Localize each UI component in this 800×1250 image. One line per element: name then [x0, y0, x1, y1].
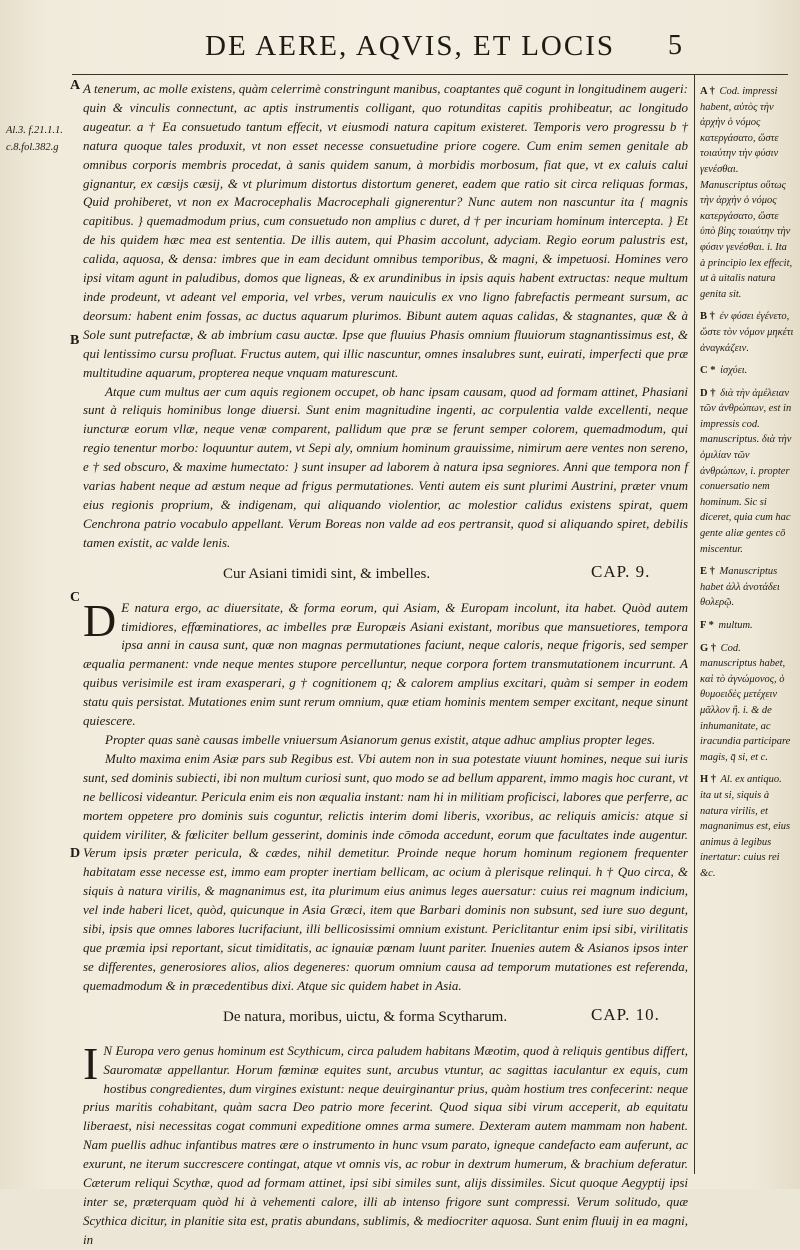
margin-note: E † Manuscriptus habet ἀλλ ἀνοτάδει θολερῷ. — [700, 566, 780, 609]
margin-note: B † ἐν φύσει ἐγένετο, ὥστε τὸν νόμον μηκέτι ἀναγκάζειν. — [700, 311, 794, 354]
margin-note: H † Al. ex antiquo. ita ut si, siquis à natura virilis, et magnanimus est, eius animus à legibus inertatur: cuius rei &c. — [700, 774, 791, 879]
chapter-title: Cur Asiani timidi sint, & imbelles. — [223, 565, 431, 582]
drop-cap: I — [83, 1037, 99, 1089]
paragraph — [83, 594, 688, 731]
chapter-heading — [83, 561, 688, 585]
margin-notes — [700, 84, 794, 889]
column-rule — [694, 74, 695, 1174]
section-marker-b: B — [70, 333, 80, 348]
section-marker-a: A — [70, 78, 81, 93]
chapter-number: CAP. 10. — [591, 1004, 660, 1024]
section-marker-d: D — [70, 846, 81, 861]
left-margin-reference: Al.3. f.21.1.1. c.8.fol.382.g — [6, 125, 63, 153]
paragraph: Propter quas sanè causas imbelle vniuersum Asianorum genus existit, atque adhuc amplius propter leges. — [105, 732, 656, 747]
main-text-column — [83, 80, 688, 1250]
chapter-number: CAP. 9. — [591, 561, 651, 581]
margin-note: A † Cod. impressi habent, αὐτὸς τὴν ἀρχὴν ὁ νόμος κατεργάσατο, ὥστε τοιαύτην τὴν φύσιν γενέσθαι. Manuscriptus οὕτως τὴν ἀρχὴν ὁ νόμος κατεργάσατο, ὥστε ὑπὸ βίης τοιαύτην τὴν φύσιν γενέσθαι. i. Ita à principio lex effecit, ut à uitalis natura genita sit. — [700, 86, 793, 300]
margin-note: D † διὰ τὴν ἀμέλειαν τῶν ἀνθρώπων, est in impressis cod. manuscriptus. διὰ τὴν ὁμιλίαν τῶν ἀνθρώπων, i. propter conuersatio nem hominum. Sic si diceret, quia cum hac gente aliæ gentes cō miscentur. — [700, 387, 792, 555]
paragraph — [83, 1037, 688, 1250]
page-title: DE AERE, AQVIS, ET LOCIS — [205, 30, 615, 62]
paragraph-text: N Europa vero genus hominum est Scythicum, circa paludem habitans Mæotim, quod à reliquis gentibus differt, Sauromatæ appellantur. Horum fœminæ equites sunt, arcubus vtuntur, ac sagittas iaculantur ex equis, cum hostibus congredientes, dum virgines existunt: neque deuirginantur prius, quàm hostium tres confecerint: neque prius maritis cohabitant, quàm sacra Deo patrio more fecerint. Quod siqua sibi virum acceperit, ab equitatu liberaest, nisi necessitas cogat communi expeditione omnes arma sumere. Dexteram autem mammam non habent. Nam puellis adhuc infantibus matres ære o instrumento in hunc vsum parato, igneque candefacto eam auferunt, ac exurunt, ne iterum succrescere contingat, atque vt omnis vis, ac robur in dextrum humerum, & brachium deferatur. Cæterum reliqui Scythæ, quod ad formam attinet, ipsi sibi similes sunt, alijs dissimiles. Sicut quoque Aegyptij ipsi inter se, præterquam quòd hi à vehementi calore, illi ab intenso frigore sunt compressi. Verum solitudo, quæ Scythica dicitur, in planitie sita est, pratis abundans, sublimis, & mediocriter aquosa. Sunt enim fluuij in ea magni, in — [83, 1042, 688, 1247]
drop-cap: D — [83, 594, 117, 646]
margin-note: C * ἰσχύει. — [700, 365, 748, 377]
margin-note: F * multum. — [700, 620, 753, 631]
paragraph: Atque cum multus aer cum aquis regionem occupet, ob hanc ipsam causam, quod ad formam attinet, Phasiani sunt à reliquis hominibus longe diuersi. Sunt enim magnitudine ingenti, ac corpulentia valde excellenti, neque iuncturæ eorum vllæ, neque venæ comparent, pallidum que præ se ferunt semper colorem, quemadmodum, qui regio tenentur morbo: loquuntur autem, vt Sepi aly, omnium hominum grauissime, nimirum aere ventes non sereno, e † sed obscuro, & maxime humectato: } sunt insuper ad laborem à natura ipsa segniores. Anni que tempora non f varias habent neque ad æstum neque ad frigus permutationes. Venti autem eis sunt plurimi Austrini, præter vnum eius regionis proprium, & indigenam, qui aliquando violentior, ac molestior calidus existens spirat, quem Cenchrona patrio vocabulo appellant. Verum Boreas non valde ad eos pertransit, quod si aliquando spiret, debilis tamen existit, ac valde lenis. — [83, 383, 688, 550]
section-marker-c: C — [70, 590, 81, 605]
header-rule — [72, 74, 788, 75]
running-head — [150, 30, 670, 70]
chapter-title: De natura, moribus, uictu, & forma Scytharum. — [223, 1008, 508, 1025]
chapter-heading — [83, 1004, 688, 1028]
page-number: 5 — [668, 30, 682, 61]
paragraph: A tenerum, ac molle existens, quàm celerrimè constringunt manibus, coaptantes quē cogunt in longitudinem augeri: quin & vinculis connectunt, ac aptis instrumentis colligant, quo rotunditas capitis prohibeatur, ac longitudo augeatur. a † Ea consuetudo tantum effecit, vt eiusmodi natura capitum existeret. Temporis vero progressu b † natura quoque tales produxit, vt non esset necesse consuetudine priore cogere. Cum enim semen genitale ab omnibus corporis membris procedat, à sanis quidem sanum, à morbidis morbosum, fiat que, vt ex caluis calui gignantur, ex cæsijs cæsij, & vt plurimum distortus distortum generet, eadem que ratio sit circa reliquas formas, Quid prohiberet, vt non ex Macrocephalis Macrocephali gignerentur? Nunc autem non nascuntur ita { magnis capitibus. } quemadmodum prius, cum consuetudo non amplius c duret, d † per incuriam hominum intercepta. } Et de his quidem hæc mea est sententia. De illis autem, qui Phasim accolunt, adyciam. Regio eorum palustris est, calida, aquosa, & densa: imbres que in eam decidunt omnibus temporibus, & magni, & impetuosi. Homines vero ipsi vitam agunt in paludibus, domos que ligneas, & ex arundinibus in ipsis aquis habent extructas: neque multum inde prodeunt, vt adeant vel emporia, vel vrbes, verum nauiculis ex vno ligno fabrefactis permeant sursum, ac deorsum: habent enim fossas, ac ductus aquarum plurimos. Bibunt autem aquas calidas, & stagnantes, quæ & à Sole sunt putrefactæ, & ab imbrium casu auctæ. Ipse que fluuius Phasis omnium fluuiorum stagnantissimus est, & qui lentissimo cursu profluat. Fructus autem, qui illic nascuntur, omnes insalubres sunt, euirati, imperfecti que præ multitudine aquarum, propterea neque vnquam maturescunt. — [83, 81, 688, 380]
paragraph-text: E natura ergo, ac diuersitate, & forma eorum, qui Asiam, & Europam incolunt, ita habet. Quòd autem timidiores, effœminatiores, ac imbelles præ Europæis Asiani existant, moribus que mansuetiores, tempora ipsa anni in causa sunt, quæ non magnas permutationes faciunt, neque caloris, neque frigoris, sed semper æqualia permanent: vnde neque mentes stupore percelluntur, neque corpora fortem transmutationem incurrunt. A quibus verisimile est iram exasperari, g † cognitionem q; & calorem amplius excitari, quàm si semper in eodem statu quis persistat. Mutationes enim sunt rerum omnium, quæ etiam hominis mentem semper excitant, neque sinunt quiescere. — [83, 599, 688, 729]
margin-note: G † Cod. manuscriptus habet, καὶ τὸ ἀγνώμονος, ὁ θυμοειδὲς μετέχειν μᾶλλον ἢ. i. & de inhumanitate, ac iracundia participare magis, q̄ si, et c. — [700, 642, 791, 763]
paragraph: Multo maxima enim Asiæ pars sub Regibus est. Vbi autem non in sua potestate viuunt homines, neque sui iuris sunt, sed dominis subiecti, ibi non multum curiosi sunt, quo modo se ad bellum apparent, immo magis hoc curant, vt ne bellicosi videantur. Pericula enim eis non æqualia instant: nam hi in militiam proficisci, labores que perferre, ac mortem oppetere pro dominis suis coguntur, relictis interim domi liberis, vxoribus, ac reliquis amicis: atque si quidem viriliter, & fœliciter bellum gesserint, dominis inde cōmoda accedunt, eorum que facultates inde augentur. Verum ipsis præter pericula, & cædes, nihil demetitur. Proinde neque horum hominum regionem frequenter habitatam esse necesse est, immo eam propter inertiam bellicam, ac ocium à plerisque relinqui. h † Quo circa, & siquis à natura virilis, & magnanimus est, ita plurimum eius animus leges auersatur: cuius rei magnum indicium, vel inde haberi licet, quòd, quicunque in Asia Græci, item que Barbari dominis non subsunt, sed iure suo degunt, sibi, ipsis que omnes labores lucrifaciunt, illi bellicosissimi omnium existunt. Periclitantur enim ipsi sibi, virilitatis que præmia ipsi reportant, sicut timiditatis, ac ignauiæ pœnam luunt pariter. Inuenies autem & Asianos ipsos inter se differentes, generosiores alios, alios degeneres: quorum omnium causa ad temporum mutationes est referenda, quemadmodum & in præcedentibus dixi. Atque sic quidem habet in Asia. — [83, 750, 688, 993]
